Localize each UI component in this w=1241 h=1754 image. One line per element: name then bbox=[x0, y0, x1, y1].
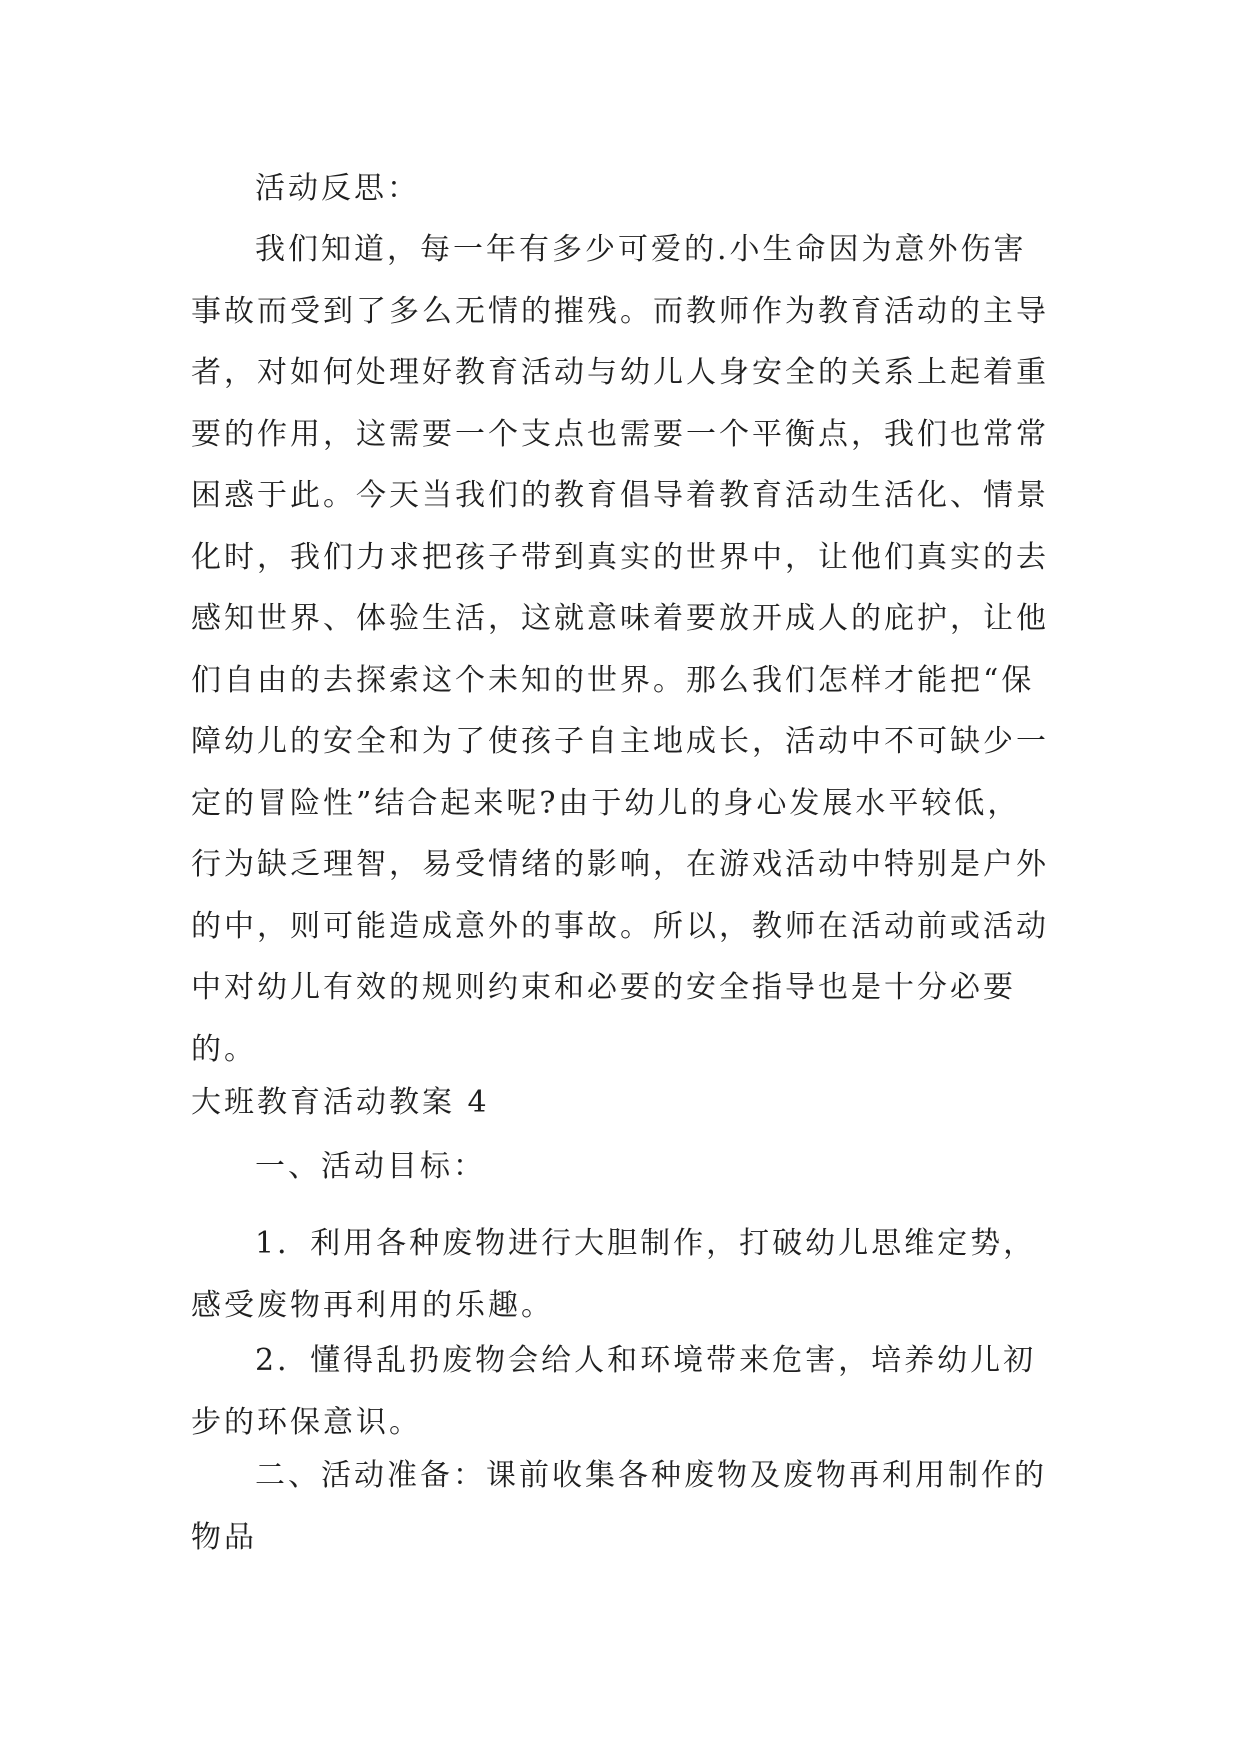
reflection-line-4: 要的作用，这需要一个支点也需要一个平衡点，我们也常常 bbox=[191, 416, 1049, 452]
goal-1-line-2: 感受废物再利用的乐趣。 bbox=[191, 1287, 554, 1323]
reflection-line-9: 障幼儿的安全和为了使孩子自主地成长，活动中不可缺少一 bbox=[191, 724, 1049, 759]
goal-item-1 bbox=[191, 1213, 1049, 1336]
reflection-line-8: 们自由的去探索这个未知的世界。那么我们怎样才能把“保 bbox=[191, 662, 1035, 698]
preparation-line-2: 物品 bbox=[191, 1519, 257, 1555]
reflection-line-3: 者，对如何处理好教育活动与幼儿人身安全的关系上起着重 bbox=[191, 355, 1049, 390]
goals-heading bbox=[191, 1136, 1049, 1198]
preparation-paragraph bbox=[191, 1445, 1049, 1568]
reflection-line-7: 感知世界、体验生活，这就意味着要放开成人的庇护，让他 bbox=[191, 601, 1049, 636]
reflection-heading bbox=[191, 158, 1049, 220]
reflection-line-14: 的。 bbox=[191, 1031, 257, 1067]
reflection-paragraph bbox=[191, 219, 1049, 1080]
goal-1-line-1: 1．利用各种废物进行大胆制作，打破幼儿思维定势， bbox=[255, 1226, 1037, 1261]
preparation-line-1: 二、活动准备：课前收集各种废物及废物再利用制作的 bbox=[255, 1458, 1047, 1493]
reflection-line-5: 困惑于此。今天当我们的教育倡导着教育活动生活化、情景 bbox=[191, 478, 1049, 513]
lesson-title bbox=[191, 1072, 1049, 1134]
goal-2-line-2: 步的环保意识。 bbox=[191, 1404, 422, 1440]
reflection-heading-text: 活动反思： bbox=[255, 171, 420, 206]
lesson-title-text: 大班教育活动教案 4 bbox=[191, 1085, 490, 1120]
reflection-line-12: 的中，则可能造成意外的事故。所以，教师在活动前或活动 bbox=[191, 908, 1049, 944]
goal-item-2 bbox=[191, 1330, 1049, 1453]
goals-heading-text: 一、活动目标： bbox=[255, 1149, 486, 1184]
reflection-line-2: 事故而受到了多么无情的摧残。而教师作为教育活动的主导 bbox=[191, 293, 1049, 329]
reflection-line-13: 中对幼儿有效的规则约束和必要的安全指导也是十分必要 bbox=[191, 970, 1016, 1005]
goal-2-line-1: 2．懂得乱扔废物会给人和环境带来危害，培养幼儿初 bbox=[255, 1343, 1037, 1378]
reflection-line-1: 我们知道，每一年有多少可爱的.小生命因为意外伤害 bbox=[255, 232, 1027, 267]
reflection-line-10: 定的冒险性”结合起来呢?由于幼儿的身心发展水平较低， bbox=[191, 785, 1021, 821]
reflection-line-11: 行为缺乏理智，易受情绪的影响，在游戏活动中特别是户外 bbox=[191, 847, 1049, 882]
reflection-line-6: 化时，我们力求把孩子带到真实的世界中，让他们真实的去 bbox=[191, 539, 1049, 575]
